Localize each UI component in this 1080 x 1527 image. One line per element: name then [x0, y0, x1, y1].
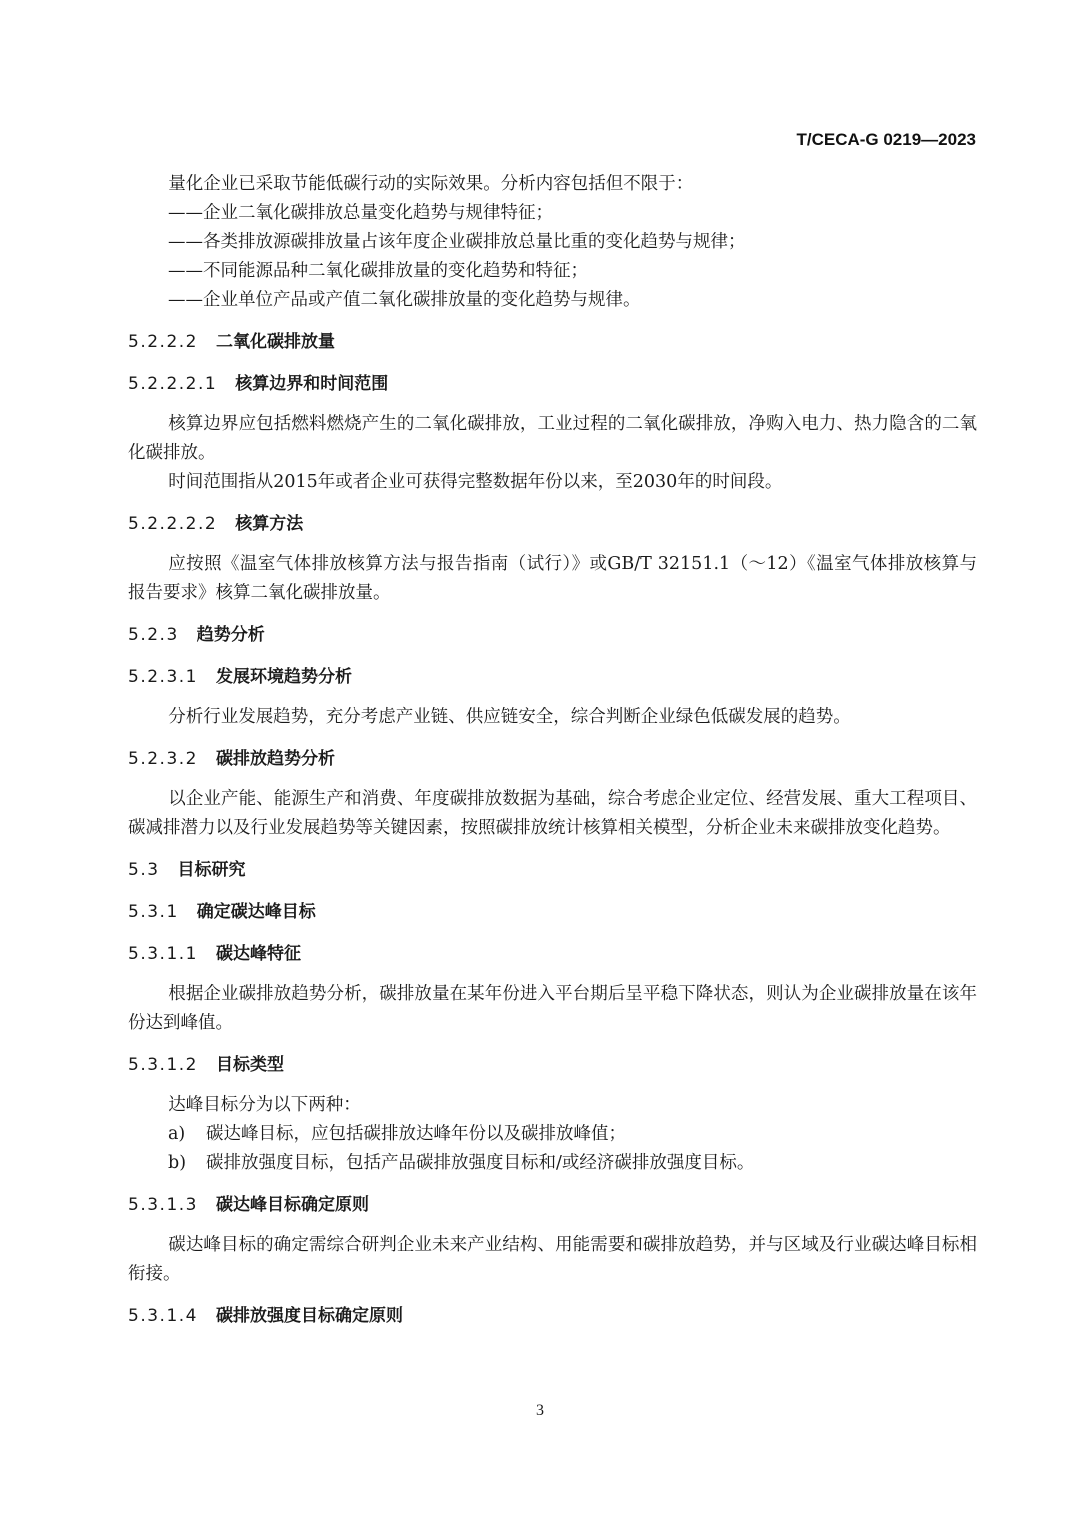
list-item-intensity-target [128, 1149, 977, 1178]
paragraph-analysis-intro: 量化企业已采取节能低碳行动的实际效果。分析内容包括但不限于： [168, 174, 694, 194]
standard-code: T/CECA-G 0219—2023 [796, 130, 976, 149]
list-item-text: 碳达峰目标，应包括碳排放达峰年份以及碳排放峰值； [206, 1124, 626, 1144]
section-title: 碳达峰特征 [215, 944, 301, 964]
dash-item-unit-product: ——企业单位产品或产值二氧化碳排放量的变化趋势与规律。 [168, 290, 641, 310]
section-heading-5-2-2-2 [128, 328, 977, 357]
section-heading-5-3-1-1 [128, 940, 977, 969]
list-marker: a) [168, 1124, 186, 1144]
section-title: 碳排放趋势分析 [215, 749, 335, 769]
section-heading-5-3-1-4 [128, 1302, 977, 1331]
section-heading-5-2-3 [128, 621, 977, 650]
section-title: 趋势分析 [196, 625, 265, 645]
paragraph-peak-principle: 碳达峰目标的确定需综合研判企业未来产业结构、用能需要和碳排放趋势，并与区域及行业碳达峰目标相衔接。 [128, 1235, 977, 1284]
section-title: 碳达峰目标确定原则 [215, 1195, 369, 1215]
paragraph-target-types-intro: 达峰目标分为以下两种： [168, 1095, 361, 1115]
list-item-peak-target [128, 1120, 977, 1149]
section-heading-5-3-1-2 [128, 1051, 977, 1080]
section-title: 目标类型 [215, 1055, 284, 1075]
section-title: 目标研究 [177, 860, 246, 880]
section-number: 5.3.1.2 [128, 1055, 198, 1075]
section-title: 二氧化碳排放量 [215, 332, 335, 352]
section-number: 5.3 [128, 860, 160, 880]
section-heading-5-2-2-2-1 [128, 370, 977, 399]
paragraph-emission-trend: 以企业产能、能源生产和消费、年度碳排放数据为基础，综合考虑企业定位、经营发展、重大工程项目、碳减排潜力以及行业发展趋势等关键因素，按照碳排放统计核算相关模型，分析企业未来碳排放变化趋势。 [128, 789, 977, 838]
section-number: 5.2.2.2.1 [128, 374, 218, 394]
section-number: 5.2.3.2 [128, 749, 198, 769]
section-number: 5.3.1.4 [128, 1306, 198, 1326]
dash-item-energy-type: ——不同能源品种二氧化碳排放量的变化趋势和特征； [168, 261, 588, 281]
paragraph-boundary: 核算边界应包括燃料燃烧产生的二氧化碳排放，工业过程的二氧化碳排放，净购入电力、热力隐含的二氧化碳排放。 [128, 414, 977, 463]
section-heading-5-2-2-2-2 [128, 510, 977, 539]
document-body [128, 170, 977, 1342]
section-title: 发展环境趋势分析 [215, 667, 352, 687]
page-number: 3 [536, 1402, 544, 1419]
section-heading-5-2-3-2 [128, 745, 977, 774]
section-heading-5-3 [128, 856, 977, 885]
paragraph-environment: 分析行业发展趋势，充分考虑产业链、供应链安全，综合判断企业绿色低碳发展的趋势。 [168, 707, 851, 727]
section-number: 5.2.3 [128, 625, 179, 645]
list-item-text: 碳排放强度目标，包括产品碳排放强度目标和/或经济碳排放强度目标。 [206, 1153, 755, 1173]
section-number: 5.3.1.1 [128, 944, 198, 964]
dash-item-total-trend: ——企业二氧化碳排放总量变化趋势与规律特征； [168, 203, 553, 223]
section-title: 碳排放强度目标确定原则 [215, 1306, 403, 1326]
list-marker: b) [168, 1153, 187, 1173]
section-title: 确定碳达峰目标 [196, 902, 316, 922]
paragraph-method: 应按照《温室气体排放核算方法与报告指南（试行）》或GB/T 32151.1（～12）《温室气体排放核算与报告要求》核算二氧化碳排放量。 [128, 554, 977, 603]
paragraph-time-range: 时间范围指从2015年或者企业可获得完整数据年份以来，至2030年的时间段。 [168, 472, 783, 492]
section-number: 5.3.1 [128, 902, 179, 922]
section-number: 5.2.2.2.2 [128, 514, 218, 534]
section-heading-5-3-1 [128, 898, 977, 927]
section-heading-5-2-3-1 [128, 663, 977, 692]
paragraph-peak-feature: 根据企业碳排放趋势分析，碳排放量在某年份进入平台期后呈平稳下降状态，则认为企业碳排放量在该年份达到峰值。 [128, 984, 977, 1033]
section-heading-5-3-1-3 [128, 1191, 977, 1220]
dash-item-source-share: ——各类排放源碳排放量占该年度企业碳排放总量比重的变化趋势与规律； [168, 232, 746, 252]
section-number: 5.2.3.1 [128, 667, 198, 687]
section-number: 5.2.2.2 [128, 332, 198, 352]
section-title: 核算方法 [235, 514, 304, 534]
section-number: 5.3.1.3 [128, 1195, 198, 1215]
section-title: 核算边界和时间范围 [235, 374, 389, 394]
